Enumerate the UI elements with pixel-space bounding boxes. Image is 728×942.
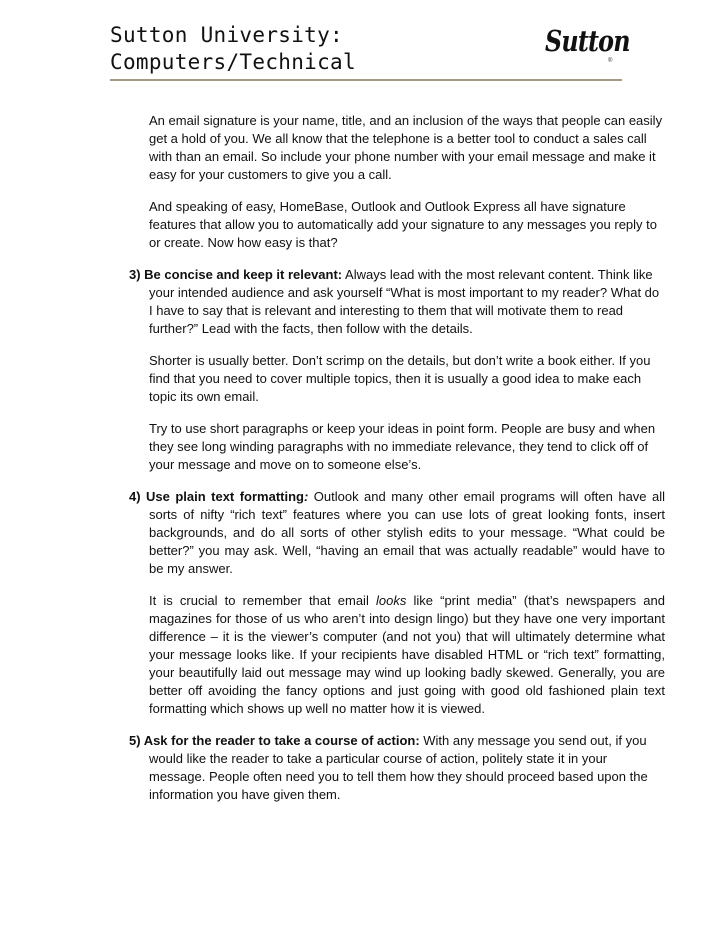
list-item-text: With any message you send out, if you would like the reader to take a particular course of action, politely state it in your message. People often need you to tell them how they should proceed based upon the information you have given them. [149, 733, 648, 802]
paragraph-short-paragraphs: Try to use short paragraphs or keep your ideas in point form. People are busy and when they see long winding paragraphs with no immediate relevance, they tend to click off of your message and move on to someone else’s. [149, 421, 656, 472]
list-item-heading [129, 489, 308, 504]
list-item-concise [129, 266, 665, 338]
paragraph-signature-features: And speaking of easy, HomeBase, Outlook and Outlook Express all have signature features that allow you to automatically add your signature to any messages you reply to or create. Now how easy is that? [149, 199, 658, 250]
paragraph-print-media [149, 592, 665, 718]
list-item-heading: 3) Be concise and keep it relevant: [129, 267, 343, 282]
header-divider [110, 79, 622, 81]
sutton-logo [543, 22, 630, 68]
page-title-line-2: Computers/Technical [110, 50, 356, 74]
list-item-plain-text [129, 488, 665, 578]
list-item-heading-colon: : [303, 489, 309, 504]
paragraph-text-a: It is crucial to remember that email [149, 593, 376, 608]
sutton-logo-wordmark: Sutton [545, 24, 630, 58]
list-item-text: Outlook and many other email programs will often have all sorts of nifty “rich text” features where you can use lots of great looking fonts, insert backgrounds, and do all sorts of other stylish edits to your message. “What could be better?” you may ask. Well, “having an email that was actually readable” would have to be my answer. [149, 489, 665, 576]
page-title-line-1: Sutton University: [110, 23, 343, 47]
paragraph-emphasis: looks [375, 593, 407, 608]
registered-mark: ® [608, 58, 613, 64]
list-item-text: Always lead with the most relevant content. Think like your intended audience and ask yourself “What is most important to my reader? What do I have to say that is relevant and interesting to them that will motivate them to read further?” Lead with the facts, then follow with the details. [149, 267, 660, 336]
list-item-course-of-action [129, 732, 665, 804]
document-body [129, 112, 665, 818]
list-item-heading-text: 4) Use plain text formatting [129, 489, 304, 504]
paragraph-shorter: Shorter is usually better. Don’t scrimp on the details, but don’t write a book either. If you find that you need to cover multiple topics, then it is usually a good idea to make each topic its own email. [149, 353, 651, 404]
paragraph-text-b: like “print media” (that’s newspapers and magazines for those of us who aren’t into design lingo) but they have one very important difference – it is the viewer’s computer (and not you) that will ultimately determine what your message looks like. If your recipients have disabled HTML or “rich text” formatting, your beautifully laid out message may wind up looking badly skewed. Generally, you are better off avoiding the fancy options and just going with good old fashioned plain text formatting which shows up well no matter how it is viewed. [149, 593, 665, 716]
paragraph-signature-intro: An email signature is your name, title, and an inclusion of the ways that people can easily get a hold of you. We all know that the telephone is a better tool to conduct a sales call with than an email. So include your phone number with your email message and make it easy for your customers to give you a call. [149, 113, 663, 182]
list-item-heading: 5) Ask for the reader to take a course of action: [129, 733, 420, 748]
